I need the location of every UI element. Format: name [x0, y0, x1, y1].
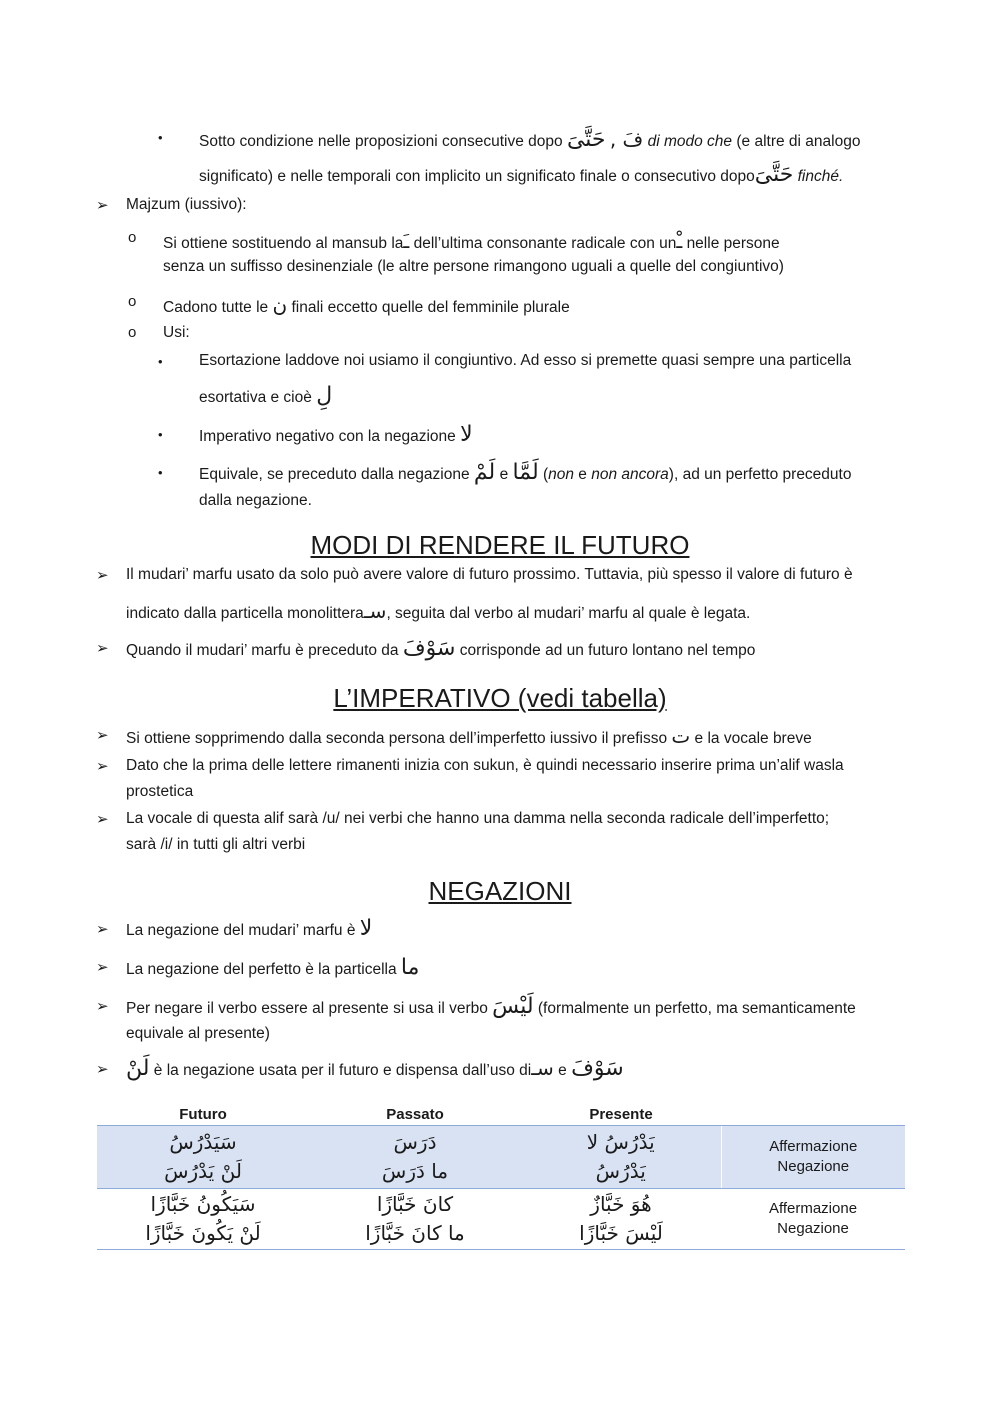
cell-futuro	[97, 1189, 309, 1250]
circle-bullet-icon: o	[128, 324, 137, 341]
paragraph-line: Si ottiene sostituendo al mansub laـَ dell’ultima consonante radicale con unـْ nelle persone	[163, 229, 780, 253]
paragraph-line: dalla negazione.	[199, 492, 312, 509]
table-row	[97, 1126, 905, 1189]
section-heading-futuro: MODI DI RENDERE IL FUTURO	[310, 530, 690, 560]
column-header-passato: Passato	[309, 1103, 521, 1126]
circle-bullet-icon: o	[128, 293, 137, 310]
arrow-bullet-icon: ➢	[96, 998, 109, 1015]
paragraph-line: لَنْ è la negazione usata per il futuro e dispensa dall’uso diسـ e سَوْفَ	[126, 1056, 624, 1081]
cell-label	[721, 1189, 905, 1250]
cell-passato	[309, 1189, 521, 1250]
arrow-bullet-icon: ➢	[96, 567, 109, 584]
arrow-bullet-icon: ➢	[96, 197, 109, 214]
arabic-affirmative: يَدْرُسُ لا	[586, 1130, 655, 1154]
arabic-affirmative: سَيَكُونُ خَبَّازًا	[150, 1192, 256, 1216]
cell-futuro	[97, 1126, 309, 1189]
arabic-negative: يَدْرُسُ	[595, 1159, 646, 1183]
paragraph-line: esortativa e cioè لِ	[199, 383, 333, 408]
arrow-bullet-icon: ➢	[96, 921, 109, 938]
paragraph-line: indicato dalla particella monolitteraسـ, seguita dal verbo al mudari’ marfu al quale è legata.	[126, 599, 751, 623]
arrow-bullet-icon: ➢	[96, 727, 109, 744]
arabic-negative: ما كانَ خَبَّازًا	[365, 1221, 465, 1245]
paragraph-line: Si ottiene sopprimendo dalla seconda persona dell’imperfetto iussivo il prefisso ت e la vocale breve	[126, 724, 812, 748]
arabic-affirmative: سَيَدْرُسُ	[169, 1130, 237, 1154]
bullet-dot: •	[158, 427, 163, 442]
cell-presente	[521, 1189, 721, 1250]
arabic-affirmative: دَرَسَ	[393, 1130, 437, 1154]
column-header-futuro: Futuro	[97, 1103, 309, 1126]
column-header-presente: Presente	[521, 1103, 721, 1126]
paragraph-line: Sotto condizione nelle proposizioni consecutive dopo حَتَّىَ فَ , di modo che (e altre di analogo	[199, 127, 861, 152]
arabic-negative: ما دَرَسَ	[381, 1159, 449, 1183]
arrow-bullet-icon: ➢	[96, 640, 109, 657]
paragraph-line: Per negare il verbo essere al presente si usa il verbo لَيْسَ (formalmente un perfetto, ma semanticamente	[126, 994, 856, 1019]
arrow-bullet-icon: ➢	[96, 959, 109, 976]
paragraph-line: prostetica	[126, 783, 194, 800]
arrow-bullet-icon: ➢	[96, 811, 109, 828]
arabic-affirmative: هُوَ خَبَّازٌ	[590, 1192, 652, 1216]
paragraph-line: Dato che la prima delle lettere rimanenti inizia con sukun, è quindi necessario inserire prima un’alif wasla	[126, 757, 844, 774]
cell-presente	[521, 1126, 721, 1189]
arabic-negative: لَنْ يَكُونَ خَبَّازًا	[145, 1221, 261, 1245]
paragraph-line: Usi:	[163, 324, 190, 341]
arabic-negative: لَنْ يَدْرُسَ	[164, 1159, 242, 1183]
bullet-dot: •	[158, 465, 163, 480]
paragraph-line: La vocale di questa alif sarà /u/ nei verbi che hanno una damma nella seconda radicale dell’imperfetto;	[126, 810, 830, 827]
bullet-dot: •	[158, 130, 163, 145]
label-negazione: Negazione	[777, 1158, 850, 1175]
paragraph-line: significato) e nelle temporali con implicito un significato finale o consecutivo dopoحَتَّىَ finché.	[199, 162, 844, 187]
paragraph-line: Il mudari’ marfu usato da solo può avere valore di futuro prossimo. Tuttavia, più spesso il valore di futuro è	[126, 566, 853, 583]
table-row	[97, 1189, 905, 1250]
arrow-bullet-icon: ➢	[96, 1061, 109, 1078]
circle-bullet-icon: o	[128, 229, 137, 246]
paragraph-line: La negazione del perfetto è la particella ما	[126, 955, 420, 980]
paragraph-line: Quando il mudari’ marfu è preceduto da سَوْفَ corrisponde ad un futuro lontano nel tempo	[126, 636, 756, 661]
column-header-empty	[721, 1103, 905, 1126]
paragraph-line: Equivale, se preceduto dalla negazione لَمْ e لَمَّا (non e non ancora), ad un perfetto preceduto	[199, 460, 852, 485]
paragraph-line: Cadono tutte le ن finali eccetto quelle del femminile plurale	[163, 293, 570, 317]
paragraph-line: Imperativo negativo con la negazione لا	[199, 422, 473, 447]
paragraph-line: equivale al presente)	[126, 1025, 270, 1042]
section-item-title: Majzum (iussivo):	[126, 196, 247, 213]
paragraph-line: La negazione del mudari’ marfu è لا	[126, 916, 373, 941]
table-header-row	[97, 1103, 905, 1126]
label-affermazione: Affermazione	[769, 1138, 858, 1155]
arrow-bullet-icon: ➢	[96, 758, 109, 775]
arabic-negative: لَيْسَ خَبَّازًا	[579, 1221, 663, 1245]
arabic-affirmative: كانَ خَبَّازًا	[376, 1192, 454, 1216]
conjugation-table	[97, 1103, 905, 1250]
paragraph-line: senza un suffisso desinenziale (le altre persone rimangono uguali a quelle del congiuntivo)	[163, 258, 784, 275]
section-heading-negazioni: NEGAZIONI	[428, 876, 572, 906]
paragraph-line: Esortazione laddove noi usiamo il congiuntivo. Ad esso si premette quasi sempre una particella	[199, 352, 852, 369]
label-affermazione: Affermazione	[768, 1200, 858, 1217]
bullet-dot: •	[158, 354, 163, 369]
paragraph-line: sarà /i/ in tutti gli altri verbi	[126, 836, 306, 853]
cell-label	[721, 1126, 905, 1189]
section-heading-imperativo: L’IMPERATIVO (vedi tabella)	[333, 683, 667, 713]
cell-passato	[309, 1126, 521, 1189]
label-negazione: Negazione	[777, 1220, 849, 1237]
